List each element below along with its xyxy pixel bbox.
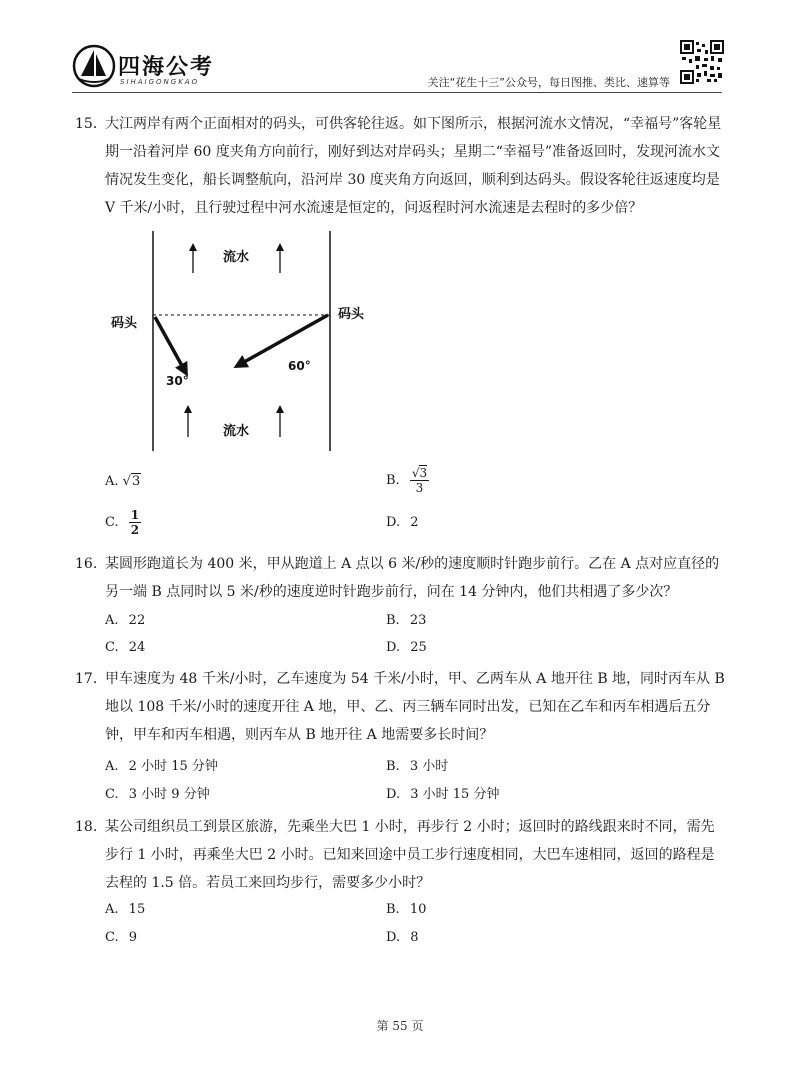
option-label: A.	[105, 613, 119, 628]
question-number: 16.	[75, 556, 98, 572]
option-label: B.	[386, 613, 400, 628]
option-label: D.	[386, 640, 401, 655]
option-value: 10	[409, 902, 427, 917]
option-label: A.	[105, 474, 119, 489]
option-label: A.	[105, 759, 119, 774]
q17-option-d	[386, 785, 499, 805]
question-text: 大江两岸有两个正面相对的码头，可供客轮往返。如下图所示，根据河流水文情况，“幸福号”客轮星期一沿着河岸 60 度夹角方向前行，刚好到达对岸码头；星期二“幸福号”准备返回时，发现河流水文情况发生变化，船长调整航向，沿河岸 30 度夹角方向返回，顺利到达码头。假设客轮往返速度均是 V 千米/小时，且行驶过程中河水流速是恒定的，问返程时河水流速是去程时的多少倍？	[105, 116, 722, 216]
q15-option-b	[386, 466, 429, 495]
option-label: B.	[386, 759, 400, 774]
header-tagline: 关注“花生十三”公众号，每日图推、类比、速算等	[427, 76, 670, 89]
return-course-arrow	[155, 317, 186, 373]
fraction: $\frac{1}{2}$	[130, 508, 140, 537]
option-value: 24	[128, 640, 146, 655]
angle-label-30: 30°	[166, 374, 189, 388]
option-value: 23	[409, 613, 427, 628]
brand-logo	[72, 44, 232, 92]
question-text: 某圆形跑道长为 400 米，甲从跑道上 A 点以 6 米/秒的速度顺时针跑步前行。乙在 A 点对应直径的另一端 B 点同时以 5 米/秒的速度逆时针跑步前行，问在 14 分钟内，他们共相遇了多少次？	[105, 556, 720, 600]
q15-option-a	[105, 472, 141, 492]
option-value: 3 小时	[409, 759, 449, 774]
option-value: 25	[410, 640, 427, 655]
q16-option-a	[105, 611, 145, 631]
q18-option-a	[105, 900, 145, 920]
option-value: 15	[128, 902, 146, 917]
option-label: C.	[105, 930, 119, 945]
option-value: 3 小时 9 分钟	[128, 787, 210, 802]
q16-option-b	[386, 611, 426, 631]
flow-label-bottom: 流水	[223, 424, 250, 439]
qr-code-icon	[680, 40, 724, 84]
q16-option-c	[105, 638, 145, 658]
option-value: 3 小时 15 分钟	[410, 787, 500, 802]
question-18	[75, 813, 725, 897]
option-label: B.	[386, 902, 400, 917]
option-label: D.	[386, 787, 401, 802]
question-text: 某公司组织员工到景区旅游，先乘坐大巴 1 小时，再步行 2 小时；返回时的路线跟来时不同，需先步行 1 小时，再乘坐大巴 2 小时。已知来回途中员工步行速度相同，大巴车速相同，返回的路程是去程的 1.5 倍。若员工来回均步行，需要多少小时？	[105, 819, 715, 891]
sailboat-logo-icon	[72, 44, 116, 88]
dock-label-left: 码头	[111, 316, 138, 331]
q18-option-d	[386, 928, 419, 948]
dock-label-right: 码头	[338, 307, 365, 322]
fraction: $\frac{√3}{3}$	[411, 466, 428, 495]
logo-english-text: SIHAIGONGKAO	[120, 78, 200, 86]
flow-label-top: 流水	[223, 250, 250, 265]
question-number: 17.	[75, 671, 98, 687]
question-number: 15.	[75, 116, 98, 132]
option-value: 8	[410, 930, 419, 945]
angle-label-60: 60°	[288, 359, 311, 373]
question-text: 甲车速度为 48 千米/小时，乙车速度为 54 千米/小时，甲、乙两车从 A 地开往 B 地，同时丙车从 B 地以 108 千米/小时的速度开往 A 地，甲、乙、丙三辆车同时出发，已知在乙车和丙车相遇后五分钟，甲车和丙车相遇，则丙车从 B 地开往 A 地需要多长时间？	[105, 671, 725, 743]
q17-option-c	[105, 785, 210, 805]
q15-option-d	[386, 513, 419, 533]
question-16	[75, 550, 725, 606]
page-number: 第 55 页	[376, 1019, 424, 1033]
option-label: C.	[105, 787, 119, 802]
q17-option-b	[386, 757, 448, 777]
option-value: 22	[128, 613, 146, 628]
q15-option-c	[105, 508, 141, 537]
q18-option-b	[386, 900, 426, 920]
option-label: C.	[105, 640, 119, 655]
q16-option-d	[386, 638, 427, 658]
page-header	[0, 0, 800, 100]
option-value: 2 小时 15 分钟	[128, 759, 218, 774]
outbound-course-arrow	[237, 315, 328, 366]
option-label: D.	[386, 515, 401, 530]
option-label: D.	[386, 930, 401, 945]
header-divider	[72, 92, 722, 93]
question-number: 18.	[75, 819, 98, 835]
option-label: C.	[105, 515, 119, 530]
question-15	[75, 110, 725, 222]
q18-option-c	[105, 928, 137, 948]
river-diagram	[100, 225, 400, 457]
option-value: 9	[128, 930, 138, 945]
option-label: B.	[386, 473, 400, 488]
sqrt-expression: √3	[122, 474, 141, 489]
option-value: 2	[410, 515, 419, 530]
q17-option-a	[105, 757, 218, 777]
question-17	[75, 665, 725, 749]
option-label: A.	[105, 902, 119, 917]
logo-chinese-text: 四海公考	[118, 55, 215, 80]
